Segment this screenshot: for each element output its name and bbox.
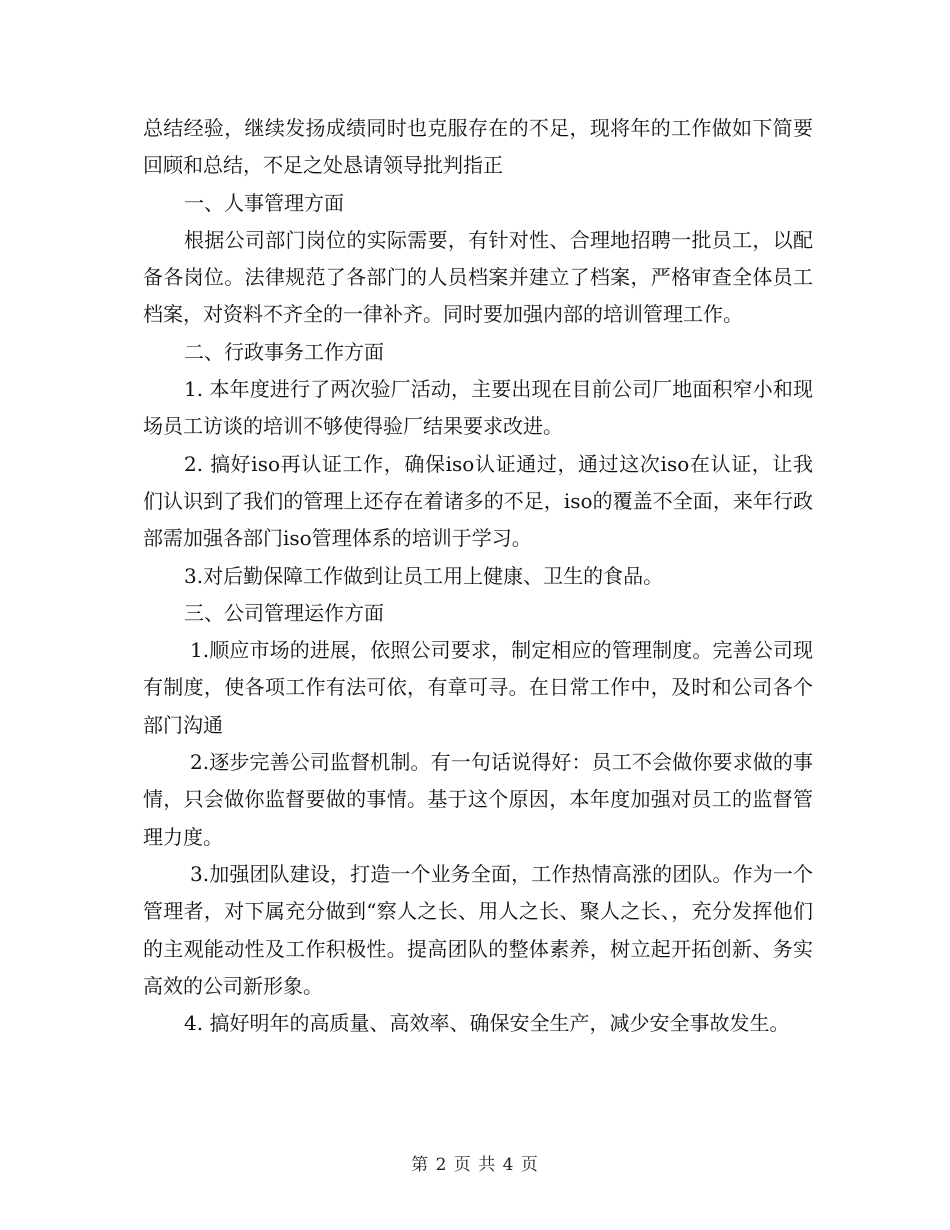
body-paragraph-intro: 总结经验，继续发扬成绩同时也克服存在的不足，现将年的工作做如下简要回顾和总结，不足之处恳请领导批判指正 — [143, 116, 813, 178]
section-heading-management: 三、公司管理运作方面 — [184, 600, 384, 625]
section-heading-personnel: 一、人事管理方面 — [184, 190, 344, 215]
list-item-management-2: 2.逐步完善公司监督机制。有一句话说得好：员工不会做你要求做的事情，只会做你监督要做的事情。基于这个原因，本年度加强对员工的监督管理力度。 — [143, 750, 813, 849]
document-body — [143, 110, 813, 1042]
list-item-management-3: 3.加强团队建设，打造一个业务全面，工作热情高涨的团队。作为一个管理者，对下属充分做到“察人之长、用人之长、聚人之长、，充分发挥他们的主观能动性及工作积极性。提高团队的整体素养，树立起开拓创新、务实高效的公司新形象。 — [143, 861, 813, 998]
page-footer: 第 2 页 共 4 页 — [411, 1155, 539, 1175]
list-item-management-4: 4. 搞好明年的高质量、高效率、确保安全生产，减少安全事故发生。 — [184, 1011, 790, 1036]
body-paragraph-personnel: 根据公司部门岗位的实际需要，有针对性、合理地招聘一批员工，以配备各岗位。法律规范了各部门的人员档案并建立了档案，严格审查全体员工档案，对资料不齐全的一律补齐。同时要加强内部的培训管理工作。 — [143, 227, 813, 327]
list-item-admin-2: 2. 搞好iso再认证工作，确保iso认证通过，通过这次iso在认证，让我们认识到了我们的管理上还存在着诸多的不足，iso的覆盖不全面，来年行政部需加强各部门iso管理体系的培训于学习。 — [143, 451, 813, 551]
list-item-management-1: 1.顺应市场的进展，依照公司要求，制定相应的管理制度。完善公司现有制度，使各项工作有法可依，有章可寻。在日常工作中，及时和公司各个部门沟通 — [143, 638, 813, 737]
list-item-admin-1: 1. 本年度进行了两次验厂活动，主要出现在目前公司厂地面积窄小和现场员工访谈的培训不够使得验厂结果要求改进。 — [143, 377, 813, 439]
section-heading-admin: 二、行政事务工作方面 — [184, 339, 384, 364]
list-item-admin-3: 3.对后勤保障工作做到让员工用上健康、卫生的食品。 — [184, 563, 664, 588]
